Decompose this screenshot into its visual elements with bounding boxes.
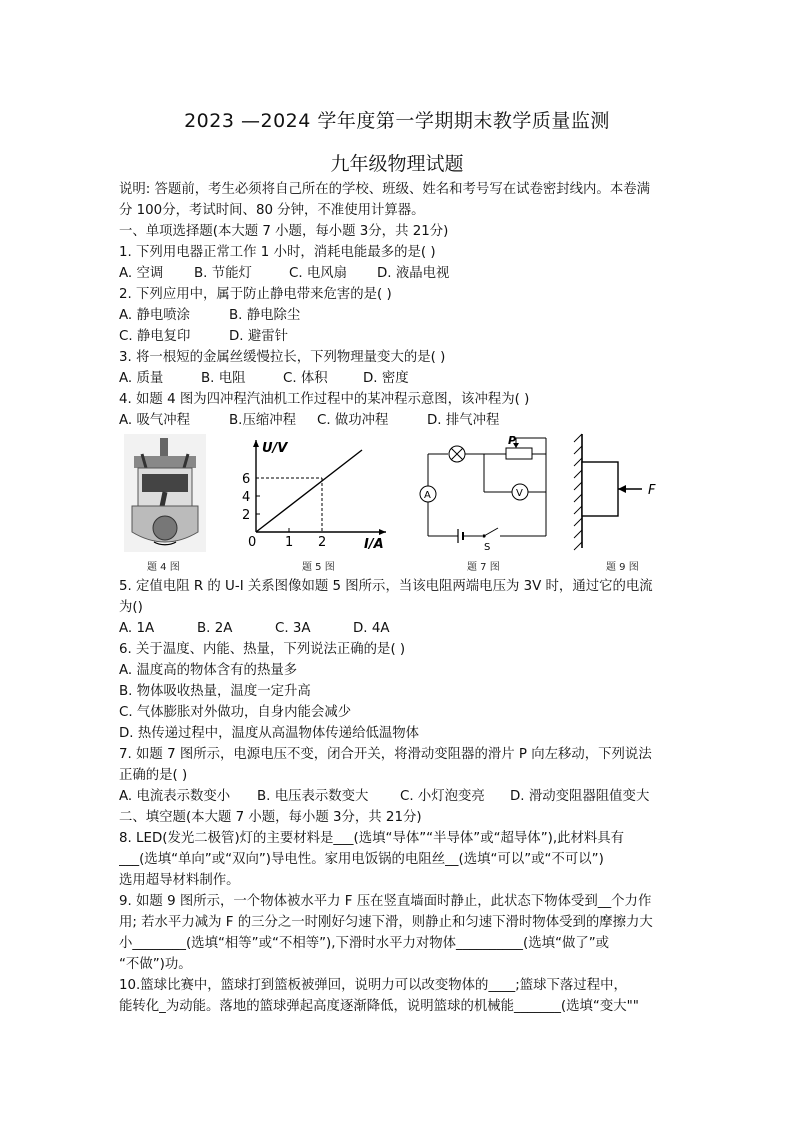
fig5-y-arrow-icon [253,440,259,447]
q3-option-b: B. 电阻 [201,371,246,386]
force-label: F [648,483,656,498]
exam-title: 2023 —2024 学年度第一学期期末教学质量监测 [184,110,610,132]
q7-stem-2: 正确的是( ) [119,768,188,783]
fig5-ylabel: U/V [262,441,288,456]
q5-option-d: D. 4A [353,621,390,636]
q3-options [119,369,679,389]
q7-stem-1: 7. 如题 7 图所示，电源电压不变，闭合开关，将滑动变阻器的滑片 P 向左移动，下列说法 [119,747,652,762]
q8-line-1: 8. LED(发光二极管)灯的主要材料是___(选填“导体”“半导体”或“超导体”),此材料具有 [119,831,625,846]
rheostat-icon [506,448,532,459]
q4-option-c: C. 做功冲程 [317,413,389,428]
q3-stem: 3. 将一根短的金属丝缓慢拉长，下列物理量变大的是( ) [119,350,446,365]
instructions-line-2: 分 100分，考试时间、80 分钟，不准使用计算器。 [119,203,425,218]
fig5-xtick-label-0: 0 [248,535,257,550]
q3-option-c: C. 体积 [283,371,328,386]
q1-option-b: B. 节能灯 [194,266,252,281]
fig5-ytick-label-4: 4 [242,490,251,505]
q4-option-a: A. 吸气冲程 [119,413,190,428]
q2-option-b: B. 静电除尘 [229,308,301,323]
q7-options [119,787,679,807]
q7-option-b: B. 电压表示数变大 [257,789,369,804]
fig5-x-arrow-icon [379,529,386,535]
ammeter-label: A [424,490,431,501]
q2-option-c: C. 静电复印 [119,329,191,344]
fig4-caption: 题 4 图 [147,562,180,573]
spark-plug [160,438,168,456]
q1-stem: 1. 下列用电器正常工作 1 小时，消耗电能最多的是( ) [119,245,436,260]
fig5-caption: 题 5 图 [302,562,335,573]
q9-line-1: 9. 如题 9 图所示，一个物体被水平力 F 压在竖直墙面时静止，此状态下物体受到__个力作 [119,894,652,909]
fig5-xtick-label-2: 2 [318,535,327,550]
switch-label: S [484,542,491,552]
fig5-xlabel: I/A [364,537,384,552]
q7-option-d: D. 滑动变阻器阻值变大 [510,789,650,804]
q9-line-3: 小________(选填“相等”或“不相等”),下滑时水平力对物体__________(选填“做了”或 [119,936,610,951]
instructions-line-1: 说明: 答题前，考生必须将自己所在的学校、班级、姓名和考号写在试卷密封线内。本卷满 [119,182,650,197]
crankshaft [153,516,177,540]
q10-line-2: 能转化_为动能。落地的篮球弹起高度逐渐降低，说明篮球的机械能_______(选填“变大"" [119,999,639,1014]
fig7-caption: 题 7 图 [467,562,500,573]
q10-line-1: 10.篮球比赛中，篮球打到篮板被弹回，说明力可以改变物体的____;篮球下落过程中， [119,978,627,993]
fig5-ui-graph [236,432,396,552]
fig5-xtick-label-1: 1 [285,535,294,550]
q8-line-2: ___(选填“单向”或“双向”)导电性。家用电饭锅的电阻丝__(选填“可以”或“不可以”) [119,852,604,867]
fig9-wall-diagram [570,432,670,552]
q2-options-ab [119,306,679,326]
q1-option-d: D. 液晶电视 [377,266,450,281]
q4-options [119,411,679,431]
q8-line-3: 选用超导材料制作。 [119,873,240,888]
wall-hatching [574,434,582,550]
q1-options [119,264,679,284]
q5-option-b: B. 2A [197,621,233,636]
q9-line-4: “不做”)功。 [119,957,192,972]
q2-stem: 2. 下列应用中，属于防止静电带来危害的是( ) [119,287,392,302]
fig5-data-line [256,450,362,532]
switch-blade [484,528,498,536]
q5-stem-2: 为() [119,600,143,615]
q6-option-b: B. 物体吸收热量，温度一定升高 [119,684,311,699]
q6-option-a: A. 温度高的物体含有的热量多 [119,663,298,678]
q4-option-b: B.压缩冲程 [229,413,297,428]
q2-option-a: A. 静电喷涂 [119,308,190,323]
q6-option-d: D. 热传递过程中，温度从高温物体传递给低温物体 [119,726,420,741]
exam-subtitle: 九年级物理试题 [330,153,464,175]
fig7-circuit-diagram [412,432,552,552]
q3-option-a: A. 质量 [119,371,164,386]
voltmeter-label: V [516,488,523,499]
fig9-caption: 题 9 图 [606,562,639,573]
q5-option-a: A. 1A [119,621,155,636]
q2-option-d: D. 避雷针 [229,329,288,344]
piston [142,474,188,492]
q1-option-c: C. 电风扇 [289,266,348,281]
q2-options-cd [119,327,679,347]
q1-option-a: A. 空调 [119,266,164,281]
q4-option-d: D. 排气冲程 [427,413,500,428]
q3-option-d: D. 密度 [363,371,409,386]
q5-options [119,619,679,639]
section1-heading: 一、单项选择题(本大题 7 小题，每小题 3分，共 21分) [119,224,449,239]
q6-option-c: C. 气体膨胀对外做功，自身内能会减少 [119,705,352,720]
q5-option-c: C. 3A [275,621,311,636]
fig4-engine-diagram [124,434,206,552]
q7-option-a: A. 电流表示数变小 [119,789,231,804]
fig5-ytick-label-2: 2 [242,508,251,523]
q9-line-2: 用; 若水平力减为 F 的三分之一时刚好匀速下滑，则静止和匀速下滑时物体受到的摩擦力大 [119,915,653,930]
slider-label: P [508,434,517,447]
q7-option-c: C. 小灯泡变亮 [400,789,485,804]
block [582,462,618,516]
fig5-ytick-label-6: 6 [242,472,251,487]
section2-heading: 二、填空题(本大题 7 小题，每小题 3分，共 21分) [119,810,422,825]
force-arrow-icon [618,485,626,493]
q4-stem: 4. 如题 4 图为四冲程汽油机工作过程中的某冲程示意图，该冲程为( ) [119,392,530,407]
q5-stem-1: 5. 定值电阻 R 的 U-I 关系图像如题 5 图所示，当该电阻两端电压为 3V 时，通过它的电流 [119,579,653,594]
q6-stem: 6. 关于温度、内能、热量，下列说法正确的是( ) [119,642,406,657]
